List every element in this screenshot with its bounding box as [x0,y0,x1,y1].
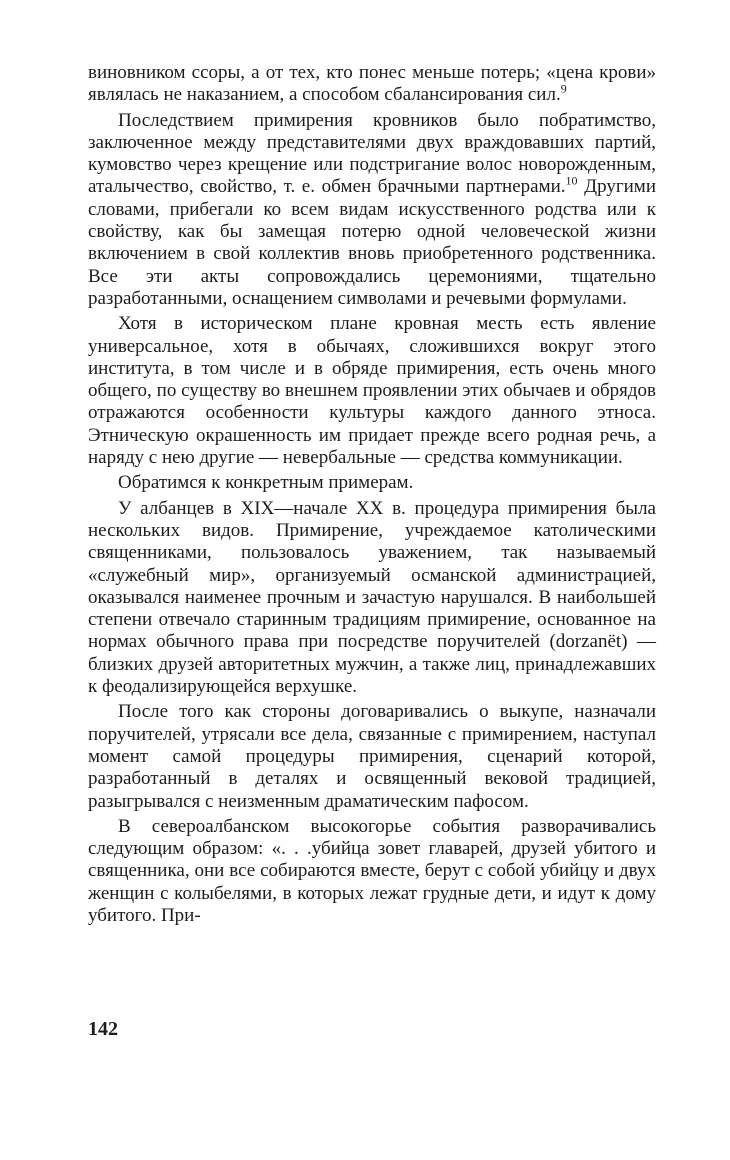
footnote-marker-10: 10 [565,174,578,189]
footnote-marker-9: 9 [560,81,567,96]
paragraph-1-text: виновником ссоры, а от тех, кто понес меньше потерь; «цена крови» являлась не наказанием, а способом сбалансирования сил. [88,62,656,106]
page-number: 142 [88,1018,118,1040]
paragraph-4: Обратимся к конкретным примерам. [118,472,414,494]
paragraph-5: У албанцев в XIX—начале XX в. процедура примирения была нескольких видов. Примирение, учреждаемое католическими священниками, пользовалось уважением, так называемый «служебный мир», организуемый османской администрацией, оказывался наименее прочным и зачастую нарушался. В наибольшей степени отвечало старинным традициям примирение, основанное на нормах обычного права при посредстве поручителей (dorzanët) — близких друзей авторитетных мужчин, а также лиц, принадлежавших к феодализирующейся верхушке. [88,497,656,698]
paragraph-3: Хотя в историческом плане кровная месть есть явление универсальное, хотя в обычаях, сложившихся вокруг этого института, в том числе и в обряде примирения, есть очень много общего, по существу во внешнем проявлении этих обычаев и обрядов отражаются особенности культуры каждого данного этноса. Этническую окрашенность им придает прежде всего родная речь, а наряду с нею другие — невербальные — средства коммуникации. [88,313,656,469]
paragraph-2 [88,110,656,311]
paragraph-2-text-before-note: Последствием примирения кровников было побратимство, заключенное между представителями двух враждовавших партий, кумовство через крещение или подстригание волос новорожденным, аталычество, свойство, т. е. обмен брачными партнерами. [88,109,656,198]
paragraph-7: В североалбанском высокогорье события разворачивались следующим образом: «. . .убийца зовет главарей, друзей убитого и священника, они все собираются вместе, берут с собой убийцу и двух женщин с колыбелями, в которых лежат грудные дети, и идут к дому убитого. При- [88,815,656,926]
paragraph-6: После того как стороны договаривались о выкупе, назначали поручителей, утрясали все дела, связанные с примирением, наступал момент самой процедуры примирения, сценарий которой, разработанный в деталях и освященный вековой традицией, разыгрывался с неизменным драматическим пафосом. [88,701,656,812]
paragraph-2-text-after-note: Другими словами, прибегали ко всем видам искусственного родства или к свойству, как бы замещая потерю одной человеческой жизни включением в свой коллектив вновь приобретенного родственника. Все эти акты сопровождались церемониями, тщательно разработанными, оснащением символами и речевыми формулами. [88,176,656,309]
document-page [88,62,656,927]
paragraph-1 [88,62,656,107]
